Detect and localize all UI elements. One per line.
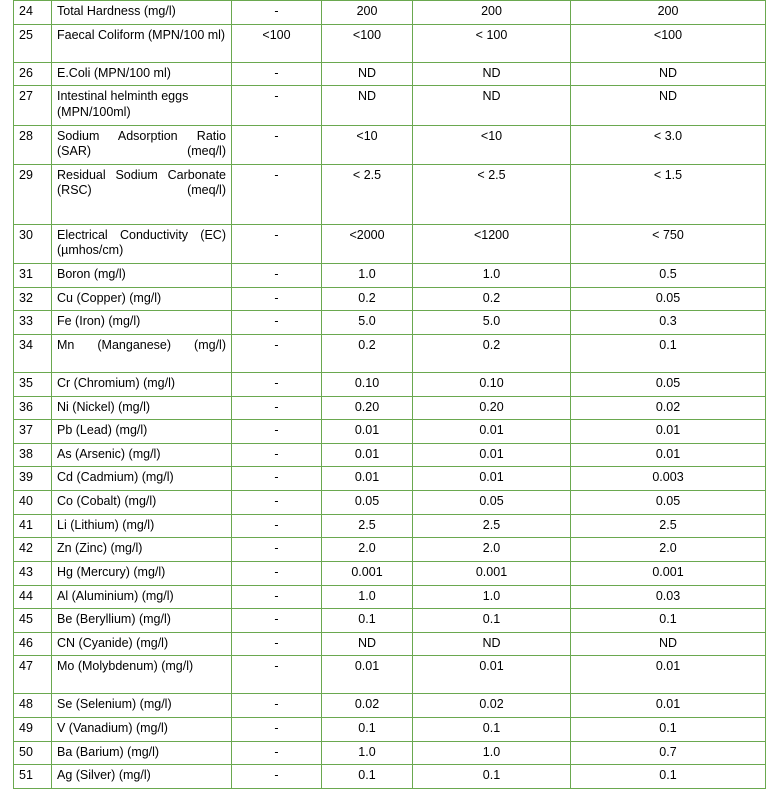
cell-parameter-name: As (Arsenic) (mg/l) (52, 443, 232, 467)
cell-value-v1: - (232, 311, 322, 335)
cell-serial-number: 35 (14, 372, 52, 396)
cell-value-v3: 5.0 (413, 311, 571, 335)
table-row (14, 287, 766, 311)
table-row (14, 741, 766, 765)
cell-serial-number: 38 (14, 443, 52, 467)
cell-value-v4: 0.05 (571, 491, 766, 515)
cell-parameter-name: Electrical Conductivity (EC) (µmhos/cm) (52, 224, 232, 263)
table-row (14, 718, 766, 742)
cell-value-v1: - (232, 443, 322, 467)
table-row (14, 443, 766, 467)
cell-value-v2: 0.2 (322, 287, 413, 311)
cell-value-v2: ND (322, 86, 413, 125)
cell-serial-number: 48 (14, 694, 52, 718)
cell-serial-number: 33 (14, 311, 52, 335)
table-row (14, 632, 766, 656)
cell-value-v4: 0.01 (571, 443, 766, 467)
cell-value-v1: - (232, 125, 322, 164)
cell-value-v2: 2.0 (322, 538, 413, 562)
cell-value-v2: 0.20 (322, 396, 413, 420)
cell-value-v4: <100 (571, 24, 766, 62)
cell-serial-number: 31 (14, 264, 52, 288)
table-row (14, 694, 766, 718)
cell-serial-number: 40 (14, 491, 52, 515)
table-row (14, 1, 766, 25)
table-row (14, 514, 766, 538)
cell-value-v2: 0.2 (322, 334, 413, 372)
cell-value-v2: 0.1 (322, 609, 413, 633)
cell-value-v3: < 100 (413, 24, 571, 62)
cell-value-v1: - (232, 62, 322, 86)
cell-serial-number: 36 (14, 396, 52, 420)
cell-value-v3: 0.01 (413, 420, 571, 444)
cell-value-v3: 0.2 (413, 287, 571, 311)
cell-value-v4: < 3.0 (571, 125, 766, 164)
cell-value-v2: <100 (322, 24, 413, 62)
cell-value-v3: <10 (413, 125, 571, 164)
cell-value-v2: 1.0 (322, 585, 413, 609)
cell-value-v1: - (232, 632, 322, 656)
cell-serial-number: 24 (14, 1, 52, 25)
cell-value-v3: 0.10 (413, 372, 571, 396)
cell-serial-number: 26 (14, 62, 52, 86)
table-row (14, 765, 766, 789)
cell-value-v2: 0.10 (322, 372, 413, 396)
cell-value-v3: 0.01 (413, 443, 571, 467)
cell-value-v2: 200 (322, 1, 413, 25)
cell-value-v3: 0.1 (413, 609, 571, 633)
cell-value-v3: 0.1 (413, 765, 571, 789)
cell-value-v1: - (232, 491, 322, 515)
table-row (14, 396, 766, 420)
cell-value-v2: 0.02 (322, 694, 413, 718)
cell-parameter-name: Cu (Copper) (mg/l) (52, 287, 232, 311)
cell-value-v2: < 2.5 (322, 164, 413, 224)
cell-value-v1: - (232, 287, 322, 311)
cell-value-v4: 0.01 (571, 420, 766, 444)
cell-value-v2: ND (322, 632, 413, 656)
cell-serial-number: 42 (14, 538, 52, 562)
cell-parameter-name: V (Vanadium) (mg/l) (52, 718, 232, 742)
cell-serial-number: 27 (14, 86, 52, 125)
table-row (14, 164, 766, 224)
cell-value-v4: 0.01 (571, 694, 766, 718)
cell-value-v2: 0.1 (322, 765, 413, 789)
cell-serial-number: 45 (14, 609, 52, 633)
cell-parameter-name: Boron (mg/l) (52, 264, 232, 288)
cell-serial-number: 47 (14, 656, 52, 694)
cell-value-v2: 0.01 (322, 656, 413, 694)
cell-value-v2: 0.01 (322, 443, 413, 467)
cell-value-v4: 2.0 (571, 538, 766, 562)
cell-parameter-name: Faecal Coliform (MPN/100 ml) (52, 24, 232, 62)
table-row (14, 334, 766, 372)
cell-value-v2: 5.0 (322, 311, 413, 335)
table-row (14, 125, 766, 164)
cell-parameter-name: Zn (Zinc) (mg/l) (52, 538, 232, 562)
cell-value-v3: 200 (413, 1, 571, 25)
cell-serial-number: 28 (14, 125, 52, 164)
cell-value-v1: - (232, 264, 322, 288)
cell-value-v3: 0.01 (413, 467, 571, 491)
table-row (14, 491, 766, 515)
cell-value-v2: <2000 (322, 224, 413, 263)
cell-serial-number: 30 (14, 224, 52, 263)
cell-value-v1: <100 (232, 24, 322, 62)
cell-parameter-name: Al (Aluminium) (mg/l) (52, 585, 232, 609)
table-row (14, 585, 766, 609)
cell-serial-number: 49 (14, 718, 52, 742)
cell-value-v3: 2.0 (413, 538, 571, 562)
cell-value-v2: 0.01 (322, 420, 413, 444)
cell-parameter-name: Ba (Barium) (mg/l) (52, 741, 232, 765)
cell-value-v1: - (232, 656, 322, 694)
cell-value-v2: 0.001 (322, 561, 413, 585)
cell-parameter-name: Pb (Lead) (mg/l) (52, 420, 232, 444)
cell-value-v1: - (232, 1, 322, 25)
cell-value-v3: < 2.5 (413, 164, 571, 224)
cell-value-v1: - (232, 694, 322, 718)
table-row (14, 609, 766, 633)
cell-value-v1: - (232, 514, 322, 538)
cell-value-v3: 0.02 (413, 694, 571, 718)
cell-value-v4: 0.05 (571, 287, 766, 311)
cell-value-v3: 2.5 (413, 514, 571, 538)
cell-value-v4: 0.05 (571, 372, 766, 396)
cell-serial-number: 25 (14, 24, 52, 62)
cell-value-v3: <1200 (413, 224, 571, 263)
cell-serial-number: 50 (14, 741, 52, 765)
cell-value-v2: 0.01 (322, 467, 413, 491)
cell-serial-number: 44 (14, 585, 52, 609)
cell-value-v2: 1.0 (322, 741, 413, 765)
table-row (14, 86, 766, 125)
cell-value-v4: ND (571, 62, 766, 86)
cell-serial-number: 37 (14, 420, 52, 444)
cell-value-v3: 1.0 (413, 264, 571, 288)
cell-parameter-name: Hg (Mercury) (mg/l) (52, 561, 232, 585)
cell-value-v4: 0.001 (571, 561, 766, 585)
cell-value-v3: 0.001 (413, 561, 571, 585)
cell-value-v4: < 750 (571, 224, 766, 263)
cell-value-v4: 0.3 (571, 311, 766, 335)
cell-parameter-name: Li (Lithium) (mg/l) (52, 514, 232, 538)
cell-value-v2: 2.5 (322, 514, 413, 538)
cell-value-v1: - (232, 334, 322, 372)
cell-value-v4: 0.1 (571, 765, 766, 789)
cell-value-v4: < 1.5 (571, 164, 766, 224)
cell-value-v2: 1.0 (322, 264, 413, 288)
table-row (14, 264, 766, 288)
cell-value-v3: 0.05 (413, 491, 571, 515)
cell-value-v2: <10 (322, 125, 413, 164)
cell-value-v2: ND (322, 62, 413, 86)
cell-serial-number: 51 (14, 765, 52, 789)
cell-serial-number: 34 (14, 334, 52, 372)
cell-value-v3: ND (413, 62, 571, 86)
cell-parameter-name: Intestinal helminth eggs (MPN/100ml) (52, 86, 232, 125)
table-row (14, 62, 766, 86)
cell-parameter-name: Cd (Cadmium) (mg/l) (52, 467, 232, 491)
table-row (14, 372, 766, 396)
cell-parameter-name: Ag (Silver) (mg/l) (52, 765, 232, 789)
cell-value-v2: 0.1 (322, 718, 413, 742)
table-row (14, 656, 766, 694)
table-body (14, 1, 766, 789)
cell-value-v3: 0.1 (413, 718, 571, 742)
cell-value-v4: 0.1 (571, 609, 766, 633)
cell-value-v1: - (232, 561, 322, 585)
cell-value-v4: 0.7 (571, 741, 766, 765)
cell-value-v3: 0.01 (413, 656, 571, 694)
cell-serial-number: 46 (14, 632, 52, 656)
table-row (14, 311, 766, 335)
water-quality-parameters-table (13, 0, 766, 789)
cell-value-v1: - (232, 741, 322, 765)
cell-value-v3: ND (413, 632, 571, 656)
cell-parameter-name: CN (Cyanide) (mg/l) (52, 632, 232, 656)
table-row (14, 467, 766, 491)
cell-value-v2: 0.05 (322, 491, 413, 515)
cell-value-v1: - (232, 585, 322, 609)
cell-value-v1: - (232, 765, 322, 789)
cell-value-v1: - (232, 86, 322, 125)
cell-value-v1: - (232, 420, 322, 444)
cell-value-v4: 0.1 (571, 334, 766, 372)
cell-parameter-name: Fe (Iron) (mg/l) (52, 311, 232, 335)
cell-value-v1: - (232, 609, 322, 633)
table-row (14, 24, 766, 62)
cell-value-v4: 2.5 (571, 514, 766, 538)
cell-parameter-name: Se (Selenium) (mg/l) (52, 694, 232, 718)
cell-value-v4: 0.003 (571, 467, 766, 491)
table-row (14, 538, 766, 562)
cell-parameter-name: Mo (Molybdenum) (mg/l) (52, 656, 232, 694)
cell-value-v4: ND (571, 86, 766, 125)
table-row (14, 224, 766, 263)
cell-parameter-name: Co (Cobalt) (mg/l) (52, 491, 232, 515)
cell-serial-number: 32 (14, 287, 52, 311)
cell-value-v3: 0.2 (413, 334, 571, 372)
cell-value-v3: 1.0 (413, 585, 571, 609)
cell-serial-number: 39 (14, 467, 52, 491)
cell-parameter-name: Be (Beryllium) (mg/l) (52, 609, 232, 633)
table-row (14, 420, 766, 444)
cell-value-v4: 200 (571, 1, 766, 25)
cell-value-v1: - (232, 224, 322, 263)
cell-value-v4: 0.03 (571, 585, 766, 609)
cell-value-v4: 0.02 (571, 396, 766, 420)
cell-parameter-name: E.Coli (MPN/100 ml) (52, 62, 232, 86)
cell-serial-number: 29 (14, 164, 52, 224)
cell-value-v1: - (232, 372, 322, 396)
cell-value-v3: 0.20 (413, 396, 571, 420)
cell-parameter-name: Total Hardness (mg/l) (52, 1, 232, 25)
cell-value-v1: - (232, 396, 322, 420)
cell-value-v4: 0.5 (571, 264, 766, 288)
cell-parameter-name: Mn (Manganese) (mg/l) (52, 334, 232, 372)
cell-value-v4: 0.1 (571, 718, 766, 742)
cell-value-v1: - (232, 164, 322, 224)
cell-serial-number: 43 (14, 561, 52, 585)
cell-value-v1: - (232, 538, 322, 562)
cell-value-v1: - (232, 718, 322, 742)
cell-parameter-name: Sodium Adsorption Ratio (SAR) (meq/l) (52, 125, 232, 164)
cell-serial-number: 41 (14, 514, 52, 538)
cell-value-v4: 0.01 (571, 656, 766, 694)
cell-value-v1: - (232, 467, 322, 491)
cell-value-v3: 1.0 (413, 741, 571, 765)
cell-value-v3: ND (413, 86, 571, 125)
cell-parameter-name: Ni (Nickel) (mg/l) (52, 396, 232, 420)
table-row (14, 561, 766, 585)
cell-parameter-name: Cr (Chromium) (mg/l) (52, 372, 232, 396)
cell-parameter-name: Residual Sodium Carbonate (RSC) (meq/l) (52, 164, 232, 224)
cell-value-v4: ND (571, 632, 766, 656)
